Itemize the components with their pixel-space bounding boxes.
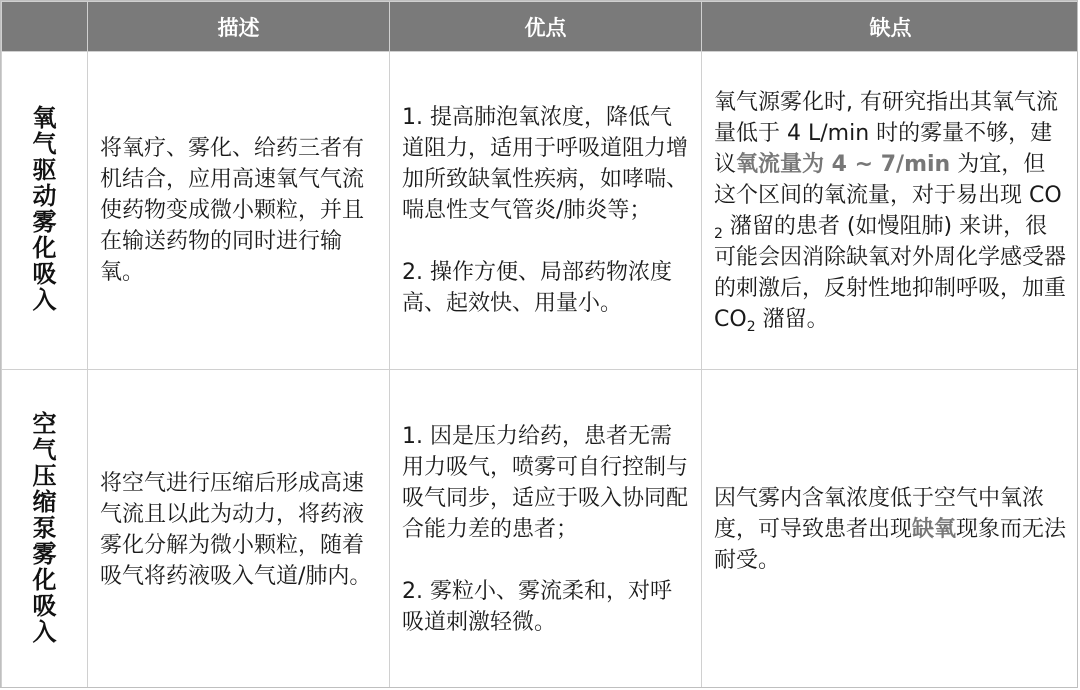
cons-highlight: 氧流量为 4 ~ 7/min [736, 151, 951, 177]
description-cell [88, 370, 390, 689]
cons-text: 氧气源雾化时, 有研究指出其氧气流量低于 4 L/min 时的雾量不够，建议氧流量为 4 ~ 7/min 为宜，但这个区间的氧流量，对于易出现 $CO_2$ 潴留的患者 (如慢阻肺) 来讲，很可能会因消除缺氧对外周化学感受器的刺激后，反射性地抑制呼吸，加重 $CO_2$ 潴留。 [714, 89, 1067, 335]
row-title: 氧气驱动雾化吸入 [32, 103, 57, 314]
header-description: 描述 [88, 2, 390, 52]
pros-item: 1. 因是压力给药，患者无需用力吸气，喷雾可自行控制与吸气同步，适应于吸入协同配合能力差的患者； [402, 424, 689, 542]
pros-item: 1. 提高肺泡氧浓度，降低气道阻力，适用于呼吸道阻力增加所致缺氧性疾病，如哮喘、喘息性支气管炎/肺炎等； [402, 105, 689, 223]
header-corner [2, 2, 88, 52]
pros-item: 2. 雾粒小、雾流柔和，对呼吸道刺激轻微。 [402, 579, 672, 635]
header-pros: 优点 [390, 2, 702, 52]
table-row [2, 370, 1079, 689]
description-cell [88, 52, 390, 370]
cons-highlight: 缺氧 [912, 517, 957, 542]
pros-cell [390, 370, 702, 689]
pros-cell [390, 52, 702, 370]
cons-cell [702, 370, 1079, 689]
description-text: 将空气进行压缩后形成高速气流且以此为动力，将药液雾化分解为微小颗粒，随着吸气将药液吸入气道/肺内。 [100, 470, 372, 589]
cons-text: 因气雾内含氧浓度低于空气中氧浓度，可导致患者出现缺氧现象而无法耐受。 [714, 486, 1067, 573]
header-cons: 缺点 [702, 2, 1079, 52]
header-row [2, 2, 1079, 52]
row-header-cell [2, 52, 88, 370]
table-row [2, 52, 1079, 370]
row-header-cell [2, 370, 88, 689]
pros-item: 2. 操作方便、局部药物浓度高、起效快、用量小。 [402, 260, 672, 316]
description-text: 将氧疗、雾化、给药三者有机结合，应用高速氧气气流使药物变成微小颗粒，并且在输送药物的同时进行输氧。 [100, 136, 365, 285]
comparison-table [1, 1, 1078, 688]
cons-cell [702, 52, 1079, 370]
row-title: 空气压缩泵雾化吸入 [32, 409, 57, 646]
